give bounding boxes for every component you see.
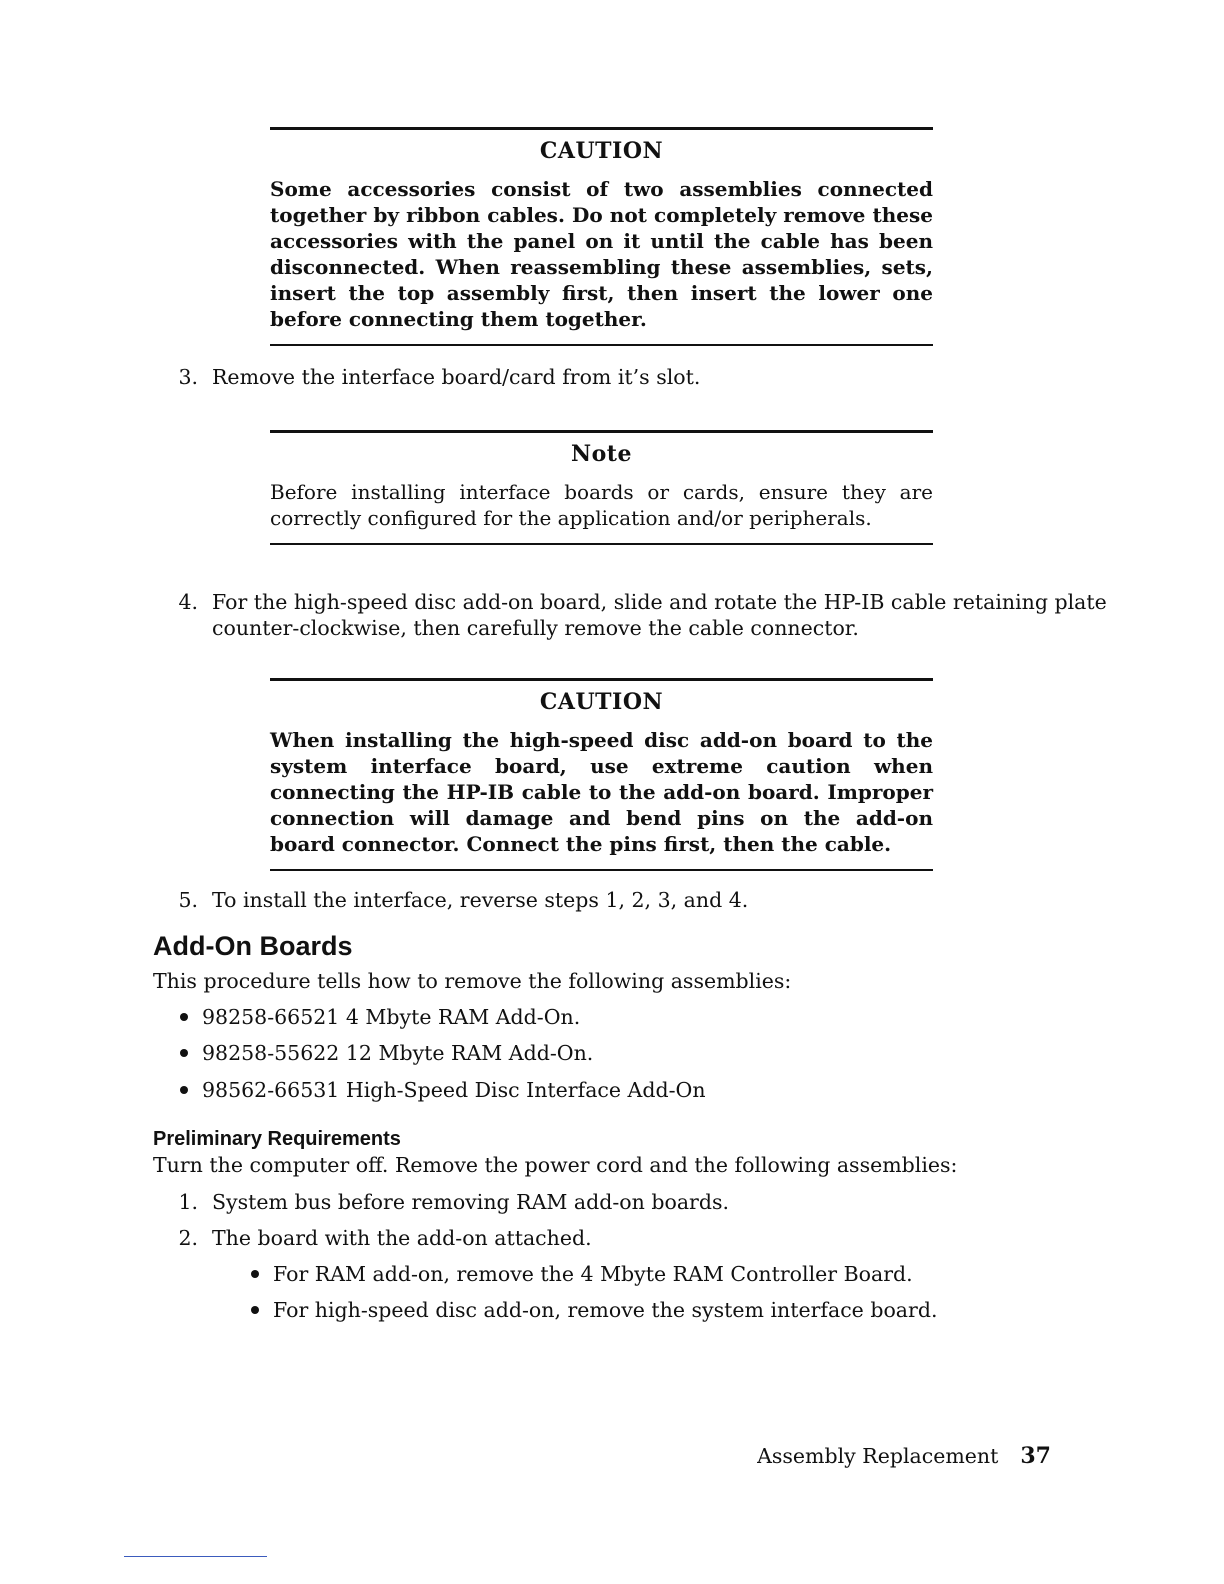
step-number: 2.: [178, 1226, 198, 1250]
step-number: 4.: [178, 590, 198, 614]
caution-top-rule: [270, 127, 933, 130]
caution-top-rule: [270, 678, 933, 681]
note-title: Note: [571, 441, 632, 467]
caution-text: Some accessories consist of two assemblies connected together by ribbon cables. Do not completely remove these accessories with the panel on it until the cable has been disconnected. When reassembling these assemblies, sets, insert the top assembly first, then insert the lower one before connecting them together.: [270, 177, 933, 331]
subsection-intro: Turn the computer off. Remove the power cord and the following assemblies:: [153, 1153, 958, 1177]
page-number: 37: [1020, 1443, 1051, 1469]
caution-title: CAUTION: [539, 138, 664, 164]
step-text-line-1: For the high-speed disc add-on board, slide and rotate the HP-IB cable retaining plate: [212, 590, 1107, 614]
caution-text: When installing the high-speed disc add-on board to the system interface board, use extreme caution when connecting the HP-IB cable to the add-on board. Improper connection will damage and bend pins on the add-on board connector. Connect the pins first, then the cable.: [270, 728, 933, 856]
bullet-icon: [180, 1013, 188, 1021]
step-text: The board with the add-on attached.: [212, 1226, 592, 1250]
bullet-item: 98258-66521 4 Mbyte RAM Add-On.: [180, 1005, 580, 1029]
bullet-item: 98562-66531 High-Speed Disc Interface Add-On: [180, 1078, 706, 1102]
footer-section-title: Assembly Replacement: [757, 1444, 999, 1468]
caution-box-2: [270, 678, 933, 871]
step-text: Remove the interface board/card from it’s slot.: [212, 365, 701, 389]
caution-bottom-rule: [270, 344, 933, 346]
note-box: [270, 430, 933, 545]
sub-bullet-item: For high-speed disc add-on, remove the system interface board.: [251, 1298, 937, 1322]
step-text: System bus before removing RAM add-on boards.: [212, 1190, 730, 1214]
bullet-icon: [180, 1049, 188, 1057]
bullet-item: 98258-55622 12 Mbyte RAM Add-On.: [180, 1041, 593, 1065]
step-number: 5.: [178, 888, 198, 912]
step-text: To install the interface, reverse steps 1, 2, 3, and 4.: [212, 888, 749, 912]
caution-title: CAUTION: [539, 689, 664, 715]
bullet-icon: [251, 1270, 259, 1278]
step-number: 1.: [178, 1190, 198, 1214]
section-heading-add-on-boards: Add-On Boards: [153, 931, 353, 961]
section-intro: This procedure tells how to remove the following assemblies:: [153, 969, 792, 993]
scan-edge-line: [124, 1556, 267, 1557]
sub-bullet-item: For RAM add-on, remove the 4 Mbyte RAM Controller Board.: [251, 1262, 913, 1286]
page-footer: [757, 1443, 1051, 1469]
caution-box-1: [270, 127, 933, 346]
caution-bottom-rule: [270, 869, 933, 871]
subsection-heading-preliminary: Preliminary Requirements: [153, 1128, 401, 1150]
step-text-line-2: counter-clockwise, then carefully remove the cable connector.: [212, 616, 859, 640]
bullet-icon: [180, 1086, 188, 1094]
step-number: 3.: [178, 365, 198, 389]
note-bottom-rule: [270, 543, 933, 545]
note-text: Before installing interface boards or cards, ensure they are correctly configured for the application and/or peripherals.: [270, 480, 933, 530]
bullet-icon: [251, 1306, 259, 1314]
note-top-rule: [270, 430, 933, 433]
